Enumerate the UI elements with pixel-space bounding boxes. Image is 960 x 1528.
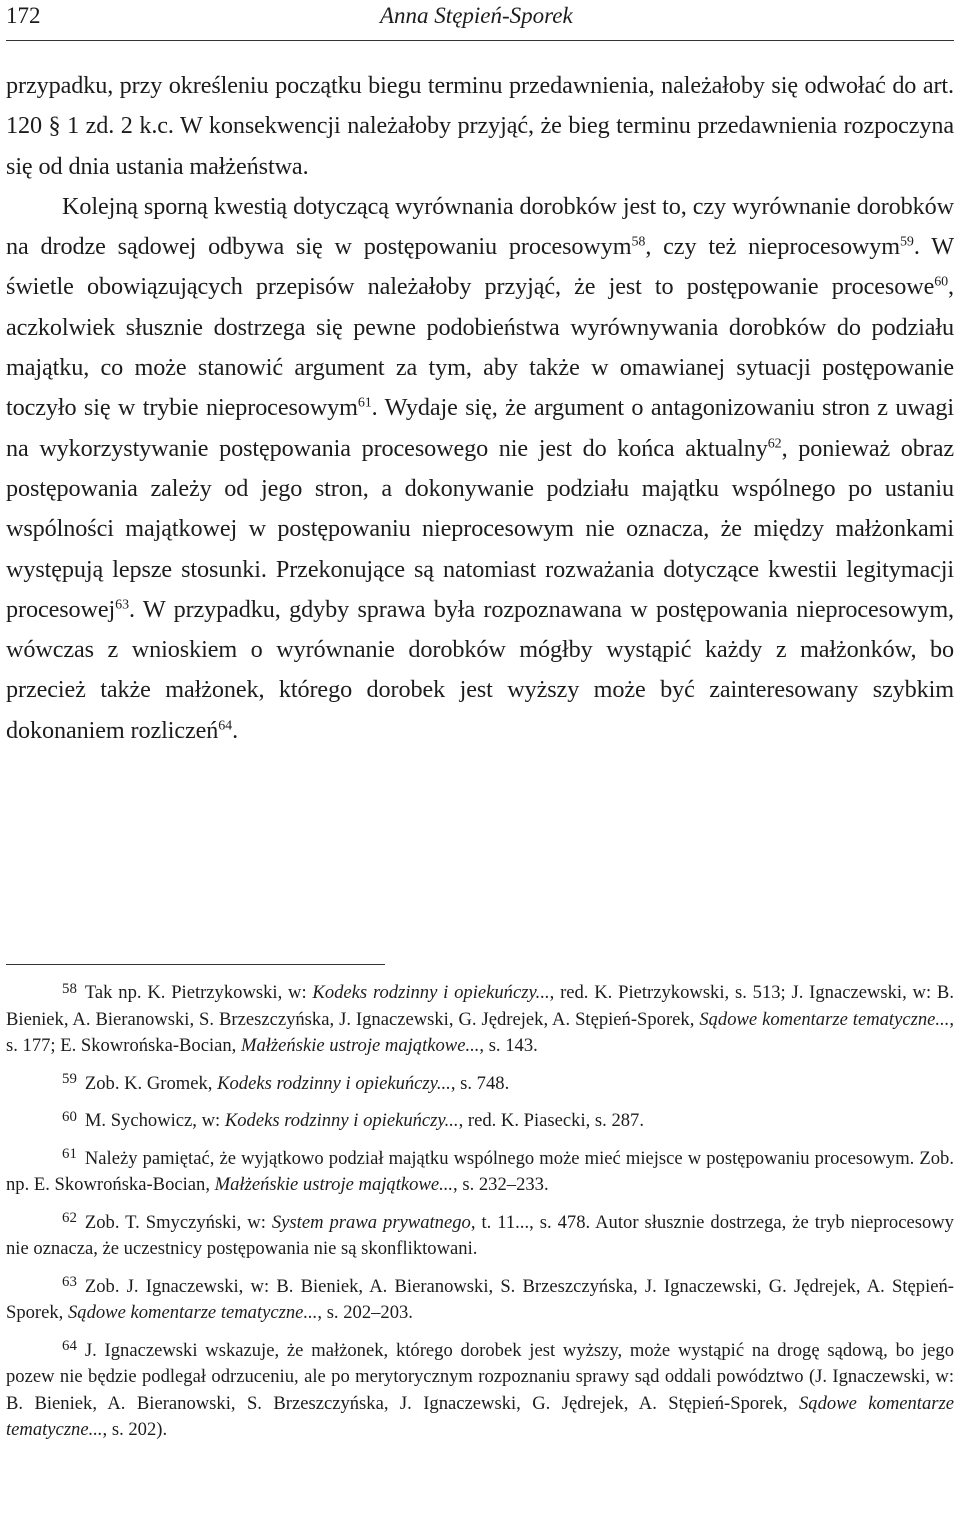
text-segment: , ponieważ obraz postępowania zależy od jego stron, a dokonywanie podziału majątku wspólnego po ustaniu wspólności majątkowej w postępowaniu nieprocesowym nie oznacza, że między małżonkami występują lepsze stosunki. Przekonujące są natomiast rozważania dotyczące kwestii legitymacji procesowej bbox=[6, 434, 954, 623]
text-segment: , czy też nieprocesowym bbox=[645, 233, 901, 261]
footnote-text: Tak np. K. Pietrzykowski, w: bbox=[84, 982, 313, 1003]
footnote-text: , s. 143. bbox=[479, 1035, 538, 1056]
page-header bbox=[6, 0, 954, 41]
footnote-text: Zob. T. Smyczyński, w: bbox=[84, 1211, 272, 1233]
footnote-number: 61 bbox=[62, 1146, 77, 1163]
footnote-number: 63 bbox=[62, 1274, 77, 1291]
text-segment: . W przypadku, gdyby sprawa była rozpoznawana w postępowania nieprocesowym, wówczas z wnioskiem o wyrównanie dorobków mógłby wystąpić każdy z małżonków, bo przecież także małżonek, którego dorobek jest wyższy może być zainteresowany szybkim dokonaniem rozliczeń bbox=[6, 595, 954, 744]
text-segment: . bbox=[232, 716, 239, 744]
footnote-title: System prawa prywatnego bbox=[271, 1211, 471, 1233]
text-segment: , aczkolwiek słusznie dostrzega się pewne podobieństwa wyrównywania dorobków do podziału majątku, co może stanowić argument za tym, aby także w omawianej sytuacji postępowanie toczyło się w trybie nieprocesowym bbox=[6, 273, 954, 422]
footnote-ref-60[interactable]: 60 bbox=[934, 273, 949, 290]
footnote-text: , t. 11..., s. 478. Autor słusznie dostrzega, że tryb nieprocesowy nie oznacza, że uczestnicy postępowania nie są skonfliktowani. bbox=[6, 1211, 954, 1259]
footnote-title: Kodeks rodzinny i opiekuńczy... bbox=[224, 1110, 459, 1131]
main-text bbox=[6, 66, 954, 751]
footnote-ref-63[interactable]: 63 bbox=[115, 596, 129, 613]
footnote-text: , red. K. Pietrzykowski, s. 513; J. Ignaczewski, w: B. Bieniek, A. Bieranowski, S. Brzeszczyńska, J. Ignaczewski, G. Jędrejek, A. Stępień-Sporek, bbox=[6, 982, 954, 1030]
footnote-ref-58[interactable]: 58 bbox=[631, 233, 646, 250]
footnote-text: , s. 202–203. bbox=[317, 1302, 413, 1323]
footnote-text: J. Ignaczewski wskazuje, że małżonek, którego dorobek jest wyższy, może wystąpić na drogę sądową, bo jego pozew nie będzie podlegał odrzuceniu, ale po merytorycznym rozpoznaniu sprawy sąd oddali powództwo (J. Ignaczewski, w: B. Bieniek, A. Bieranowski, S. Brzeszczyńska, J. Ignaczewski, G. Jędrejek, A. Stępień-Sporek, bbox=[6, 1339, 954, 1414]
footnote-ref-59[interactable]: 59 bbox=[900, 233, 914, 250]
footnote-63 bbox=[6, 1274, 954, 1327]
footnote-title: Małżeńskie ustroje majątkowe... bbox=[214, 1174, 454, 1195]
footnote-title: Sądowe komentarze tematyczne... bbox=[6, 1392, 954, 1440]
footnote-title: Sądowe komentarze tematyczne... bbox=[699, 1008, 950, 1030]
footnote-number: 59 bbox=[62, 1071, 77, 1088]
footnote-ref-61[interactable]: 61 bbox=[357, 394, 372, 411]
paragraph-1: przypadku, przy określeniu początku biegu terminu przedawnienia, należałoby się odwołać do art. 120 § 1 zd. 2 k.c. W konsekwencji należałoby przyjąć, że bieg terminu przedawnienia rozpoczyna się od dnia ustania małżeństwa. bbox=[6, 72, 954, 180]
footnote-text: , red. K. Piasecki, s. 287. bbox=[458, 1110, 644, 1131]
footnote-number: 60 bbox=[62, 1108, 77, 1125]
footnote-text: Zob. J. Ignaczewski, w: B. Bieniek, A. Bieranowski, S. Brzeszczyńska, J. Ignaczewski, G. Jędrejek, A. Stępień-Sporek, bbox=[6, 1275, 954, 1323]
running-head-author: Anna Stępień-Sporek bbox=[380, 3, 573, 28]
footnote-ref-62[interactable]: 62 bbox=[767, 434, 782, 451]
footnote-number: 62 bbox=[62, 1210, 77, 1227]
footnote-59 bbox=[6, 1071, 954, 1098]
footnote-text: , s. 177; E. Skowrońska-Bocian, bbox=[6, 1008, 954, 1056]
footnote-ref-64[interactable]: 64 bbox=[218, 717, 233, 734]
footnote-text: , s. 748. bbox=[450, 1072, 510, 1094]
footnotes-section bbox=[6, 980, 954, 1455]
footnote-title: Kodeks rodzinny i opiekuńczy... bbox=[312, 982, 550, 1003]
footnote-title: Sądowe komentarze tematyczne... bbox=[67, 1302, 318, 1323]
footnote-60 bbox=[6, 1108, 954, 1135]
footnote-number: 58 bbox=[62, 980, 77, 997]
footnote-64 bbox=[6, 1338, 954, 1444]
footnote-title: Małżeńskie ustroje majątkowe... bbox=[240, 1035, 480, 1056]
paragraph-2 bbox=[6, 187, 954, 751]
text-segment: . Wydaje się, że argument o antagonizowaniu stron z uwagi na wykorzystywanie postępowania procesowego nie jest do końca aktualny bbox=[6, 394, 954, 462]
footnote-separator bbox=[6, 964, 385, 965]
footnote-61 bbox=[6, 1146, 954, 1199]
footnote-text: , s. 232–233. bbox=[453, 1174, 549, 1195]
page-number: 172 bbox=[6, 3, 41, 28]
footnote-text: M. Sychowicz, w: bbox=[84, 1110, 225, 1131]
footnote-58 bbox=[6, 980, 954, 1060]
footnote-text: , s. 202). bbox=[102, 1419, 168, 1440]
text-segment: . W świetle obowiązujących przepisów należałoby przyjąć, że jest to postępowanie procesowe bbox=[6, 233, 954, 301]
text-segment: Kolejną sporną kwestią dotyczącą wyrównania dorobków jest to, czy wyrównanie dorobków na drodze sądowej odbywa się w postępowaniu procesowym bbox=[6, 192, 954, 261]
footnote-text: Należy pamiętać, że wyjątkowo podział majątku wspólnego może mieć miejsce w postępowaniu procesowym. Zob. np. E. Skowrońska-Bocian, bbox=[6, 1147, 954, 1195]
footnote-62 bbox=[6, 1210, 954, 1263]
footnote-title: Kodeks rodzinny i opiekuńczy... bbox=[217, 1072, 451, 1094]
footnote-text: Zob. K. Gromek, bbox=[84, 1072, 218, 1094]
footnote-number: 64 bbox=[62, 1338, 77, 1355]
